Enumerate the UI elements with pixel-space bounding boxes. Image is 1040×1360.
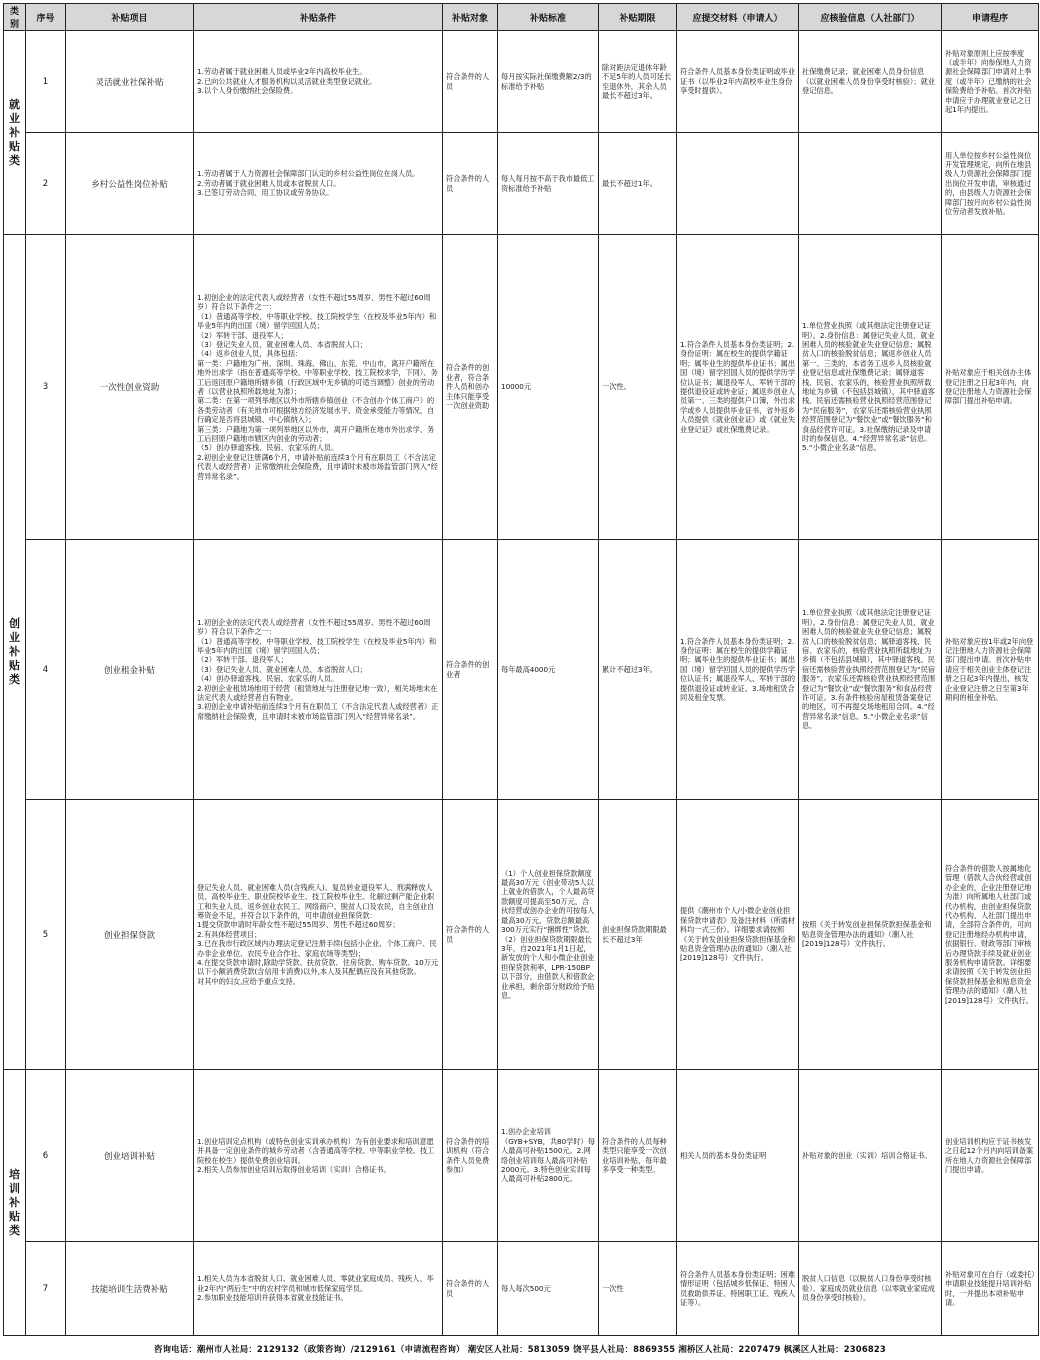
row-period: 创业担保贷款期限最长不超过3年 — [599, 800, 677, 1070]
row-period: 一次性。 — [599, 235, 677, 540]
row-procedure: 补贴对象可在自行（或委托）申请职业技能提升培训补贴时，一并提出本项补贴申请。 — [942, 1242, 1039, 1336]
row-index: 6 — [26, 1070, 66, 1242]
condition-line: 1.创业培训定点机构（或特色创业实训承办机构）为有创业要求和培训意愿并具备一定创业条件的城乡劳动者（含普通高等学校、中等职业学校、技工院校在校生）提供免费创业培训。 — [197, 1136, 435, 1165]
row-index: 5 — [26, 800, 66, 1070]
row-condition — [194, 1242, 443, 1336]
row-procedure: 符合条件的借款人按属地化管理（借款人合伙经营或创办企业的，企业注册登记地为准）向所属地人社部门或代办机构，由创业担保贷款代办机构、人社部门提出申请，全部符合条件的，可向登记注册地经办机构申请，依据银行、财政等部门审核后办理贷款手续及就业创业服务机构申请贷款。详细要求请按照《关于转发创业担保贷款担保基金和贴息资金管理办法的通知》（潮人社[2019]128号）文件执行。 — [942, 800, 1039, 1070]
header-item: 补贴项目 — [66, 4, 194, 31]
condition-line: 3.以个人身份缴纳社会保险费。 — [197, 86, 298, 96]
row-materials: 符合条件人员基本身份类证明；困难情形证明（包括城乡低保证、特困人员救助供养证、特困职工证、残疾人证等）。 — [677, 1242, 799, 1336]
condition-line: （1）普通高等学校、中等职业学校、技工院校学生（在校及毕业5年内）和毕业5年内的出国（境）留学回国人员； — [197, 311, 437, 331]
condition-line: 登记失业人员、就业困难人员(含残疾人)、复员转业退役军人、刑满释放人员、高校毕业生、职业院校毕业生、技工院校毕业生、化解过剩产能企业职工和失业人员、返乡创业农民工、网络商户、脱贫人口及农民，自主创业自筹资金不足，并符合以下条件的，可申请创业担保贷款： — [197, 882, 435, 920]
table-row — [4, 1070, 1039, 1242]
row-verify: 社保缴费记录；就业困难人员身份信息（以就业困难人员身份享受时核验）；就业登记信息。 — [799, 31, 942, 133]
table-row — [4, 133, 1039, 235]
header-condition: 补贴条件 — [194, 4, 443, 31]
row-target: 符合条件的人员 — [443, 133, 498, 235]
row-item: 一次性创业资助 — [66, 235, 194, 540]
row-procedure: 创业培训机构应于证书核发之日起12个月内向培训备案所在地人力资源社会保障部门提出申请。 — [942, 1070, 1039, 1242]
condition-line: 第二类：在第一项列举地区以外市所辖乡镇创业（不含创办个体工商户）的各类劳动者（有关地市可根据地方经济发展水平、资金承受能力等情况，自行确定是否将县城镇、中心镇纳入）； — [197, 396, 435, 425]
row-verify: 脱贫人口信息（以脱贫人口身份享受时核验）、家庭成员就业信息（以零就业家庭成员身份享受时核验）。 — [799, 1242, 942, 1336]
condition-line: 4.在提交贷款申请时,除助学贷款、扶贫贷款、住房贷款、购车贷款、10万元以下小额消费贷款(含信用卡消费)以外,本人及其配偶应没有其他贷款。 — [197, 958, 439, 977]
subsidy-table — [3, 3, 1039, 1336]
row-materials: 提供《潮州市个人/小微企业创业担保贷款申请表》及备注材料（所需材料均一式三份）。详细要求请按照《关于转发创业担保贷款担保基金和贴息资金管理办法的通知》（潮人社[2019]128号）文件执行。 — [677, 800, 799, 1070]
row-materials: 1.符合条件人员基本身份类证明；2.身份证明：属在校生的提供学籍证明；属毕业生的提供毕业证书；属出国（境）留学回国人员的提供学历学位认证书；属退役军人、军转干部的提供退役证或转业证；属返乡创业人员第一、三类的提供户口簿，外出求学或乡人员提供毕业证书，省外返乡人员提供《就业创业证》或《就业失业登记证》或社保缴费记录。 — [677, 235, 799, 540]
row-procedure: 补贴对象应于相关创办主体登记注册之日起3年内，向登记注册地人力资源社会保障部门提出补贴申请。 — [942, 235, 1039, 540]
row-period: 符合条件的人员每种类型只能享受一次创业培训补贴，每年最多享受一种类型。 — [599, 1070, 677, 1242]
table-row — [4, 235, 1039, 540]
condition-line: （2）军转干部、退役军人； — [197, 655, 288, 665]
row-index: 1 — [26, 31, 66, 133]
row-period: 累计不超过3年。 — [599, 540, 677, 800]
condition-line: 1.相关人员为本省脱贫人口、就业困难人员、零就业家庭成员、残疾人、毕业2年内“两后生”中的农村学员和城市低保家庭学员。 — [197, 1274, 434, 1293]
condition-line: 2.已向公共就业人才服务机构以灵活就业类型登记就业。 — [197, 76, 377, 86]
condition-line: 1.初创企业的法定代表人或经营者（女性不超过55周岁、男性不超过60周岁）符合以下条件之一： — [197, 292, 431, 312]
row-materials: 符合条件人员基本身份类证明或毕业证书（以毕业2年内高校毕业生身份享受时提供）。 — [677, 31, 799, 133]
contact-footer: 咨询电话：潮州市人社局：2129132（政策咨询）/2129161（申请流程咨询） 潮安区人社局：5813059 饶平县人社局：8869355 湘桥区人社局：2207479 枫溪区人社局：2306823 — [154, 1344, 886, 1354]
row-condition — [194, 1070, 443, 1242]
row-item: 创业担保贷款 — [66, 800, 194, 1070]
header-period: 补贴期限 — [599, 4, 677, 31]
condition-line: 对其中的妇女,应给予重点支持。 — [197, 976, 300, 986]
row-materials: 1.符合条件人员基本身份类证明；2.身份证明：属在校生的提供学籍证明；属毕业生的提供毕业证书；属出国（境）留学回国人员的提供学历学位认证书；属退役军人、军转干部的提供退役证或转业证。3.场地租赁合同及租金发票。 — [677, 540, 799, 800]
row-condition — [194, 31, 443, 133]
row-verify: 1.单位营业执照（或其他法定注册登记证明）。2.身份信息：属登记失业人员、就业困难人员的核验就业失业登记信息；属脱贫人口的核验脱贫信息；属返乡创业人员第一、三类的，本省务工返乡人员核验就业登记信息或社保缴费记录；属驿道客栈、民宿、农家乐的，核验营业执照所载地址为乡镇（不包括县城镇），其中驿道客栈、民宿还需核验营业执照经营范围登记为“民宿服务”，农家乐还需核验营业执照经营范围登记为“餐饮业”或“餐饮服务”和食品经营许可证。3.社保缴纳记录及申请时的参保信息。4.“经营异常名录”信息。5.“小微企业名录”信息。 — [799, 235, 942, 540]
row-period: 除对距法定退休年龄不足5年的人员可延长至退休外，其余人员最长不超过3年。 — [599, 31, 677, 133]
row-standard: 每月按实际社保缴费额2/3的标准给予补贴 — [498, 31, 599, 133]
condition-line: 2.参加职业技能培训并获得本省就业技能证书。 — [197, 1293, 348, 1303]
row-standard: 1.创办企业培训（GYB+SYB，共80学时）每人最高可补贴1500元。2.网络创业培训每人最高可补贴2000元。3.特色创业实训每人最高可补贴2800元。 — [498, 1070, 599, 1242]
header-category: 类别 — [4, 4, 26, 31]
row-index: 4 — [26, 540, 66, 800]
condition-line: 1.劳动者属于就业困难人员或毕业2年内高校毕业生。 — [197, 67, 367, 77]
row-index: 3 — [26, 235, 66, 540]
condition-line: 2.有具体经营项目； — [197, 929, 262, 939]
header-index: 序号 — [26, 4, 66, 31]
row-standard: （1）个人创业担保贷款额度最高30万元（创业带动5人以上就业的借款人，个人最高贷款额度可提高至50万元，合伙经营或创办企业的可按每人最高30万元、贷款总额最高300万元实行“捆绑性”贷款。（2）创业担保贷款期限最长3年，自2021年1月1日起，新发放的个人和小微企业创业担保贷款利率，LPR-150BP以下部分，由借款人和借款企业承担，剩余部分财政给予贴息。 — [498, 800, 599, 1070]
condition-line: （3）登记失业人员、就业困难人员、本省脱贫人口； — [197, 664, 367, 674]
header-materials: 应提交材料（申请人） — [677, 4, 799, 31]
row-standard: 10000元 — [498, 235, 599, 540]
category-startup: 创业补贴类 — [4, 235, 26, 1070]
row-item: 灵活就业社保补贴 — [66, 31, 194, 133]
condition-line: （1）普通高等学校、中等职业学校、技工院校学生（在校及毕业5年内）和毕业5年内的出国（境）留学回国人员； — [197, 636, 437, 655]
row-condition — [194, 800, 443, 1070]
row-verify — [799, 133, 942, 235]
condition-line: 1.初创企业的法定代表人或经营者（女性不超过55周岁、男性不超过60周岁）符合以下条件之一： — [197, 617, 431, 637]
row-period: 一次性 — [599, 1242, 677, 1336]
condition-line: 3.已签订劳动合同、用工协议或劳务协议。 — [197, 188, 334, 198]
condition-line: （4）返乡创业人员，具体包括： — [197, 349, 303, 359]
header-procedure: 申请程序 — [942, 4, 1039, 31]
condition-line: 1.劳动者属于人力资源社会保障部门认定的乡村公益性岗位在岗人员。 — [197, 169, 420, 179]
condition-line: 2.初创企业租赁场地用于经营（租赁地址与注册登记地一致），相关场地未在法定代表人或经营者自有物业。 — [197, 683, 438, 703]
table-row — [4, 1242, 1039, 1336]
row-procedure: 用人单位按乡村公益性岗位开发管理规定，向所在地县级人力资源社会保障部门提出岗位开发申请，审核通过的，由县级人力资源社会保障部门按月向乡村公益性岗位劳动者发放补贴。 — [942, 133, 1039, 235]
condition-line: 第一类：户籍地为广州、深圳、珠海、佛山、东莞、中山市，离开户籍所在地外出求学（指在普通高等学校、中等职业学校、技工院校求学，下同）、务工后返回原户籍地所辖乡镇（行政区域中无乡镇的可适当调整）创业的劳动者（以营业执照所载地址为准）； — [197, 358, 438, 396]
row-verify: 1.单位营业执照（或其他法定注册登记证明）。2.身份信息：属登记失业人员、就业困难人员的核验就业失业登记信息；属脱贫人口的核验脱贫信息；属驿道客栈、民宿、农家乐的，核验营业执照所载地址为乡镇（不包括县城镇），其中驿道客栈、民宿还需核验营业执照经营范围登记为“民宿服务”，农家乐还需核验营业执照经营范围登记为“餐饮业”或“餐饮服务”和食品经营许可证。3.有条件核验房屋租赁备案登记的地区，可不再提交场地租用合同。4.“经营异常名录”信息。5.“小微企业名录”信息。 — [799, 540, 942, 800]
table-row — [4, 540, 1039, 800]
condition-line: 3.初创企业申请补贴前连续3个月有在职员工（不含法定代表人或经营者）正常缴纳社会保险费，且申请时未被市场监管部门列入“经营异常名录”。 — [197, 702, 439, 721]
row-verify: 补贴对象的创业（实训）培训合格证书。 — [799, 1070, 942, 1242]
header-row — [4, 4, 1039, 31]
row-target: 符合条件的培训机构（符合条件人员免费参加） — [443, 1070, 498, 1242]
row-item: 乡村公益性岗位补贴 — [66, 133, 194, 235]
row-target: 符合条件的创业者 — [443, 540, 498, 800]
row-materials — [677, 133, 799, 235]
row-item: 创业培训补贴 — [66, 1070, 194, 1242]
table-row — [4, 31, 1039, 133]
row-target: 符合条件的创业者，符合条件人员和创办主体只能享受一次创业资助 — [443, 235, 498, 540]
condition-line: 3.已在我市行政区域内办理法定登记注册手续(包括小企业、个体工商户、民办非企业单位、农民专业合作社、家庭农场等类型)； — [197, 939, 437, 958]
row-index: 2 — [26, 133, 66, 235]
row-standard: 每人每次500元 — [498, 1242, 599, 1336]
row-target: 符合条件的人员 — [443, 800, 498, 1070]
row-materials: 相关人员的基本身份类证明 — [677, 1070, 799, 1242]
row-procedure: 补贴对象应按1年或2年向登记注册地人力资源社会保障部门提出申请。首次补贴申请应于相关创业主体登记注册之日起3年内提出，核发企业登记注册之日至第3年期间的租金补贴。 — [942, 540, 1039, 800]
row-index: 7 — [26, 1242, 66, 1336]
condition-line: 2.相关人员参加创业培训后取得创业培训（实训）合格证书。 — [197, 1164, 391, 1174]
condition-line: （2）军转干部、退役军人； — [197, 330, 288, 340]
condition-line: 2.劳动者属于就业困难人员或本省脱贫人口。 — [197, 178, 341, 188]
row-condition — [194, 133, 443, 235]
row-standard: 每人每月按不高于我市最低工资标准给予补贴 — [498, 133, 599, 235]
category-training: 培训补贴类 — [4, 1070, 26, 1336]
row-condition — [194, 235, 443, 540]
header-verify: 应核验信息（人社部门） — [799, 4, 942, 31]
row-item: 技能培训生活费补贴 — [66, 1242, 194, 1336]
row-item: 创业租金补贴 — [66, 540, 194, 800]
row-period: 最长不超过1年。 — [599, 133, 677, 235]
condition-line: （5）创办驿道客栈、民宿、农家乐的人员。 — [197, 443, 339, 453]
table-row — [4, 800, 1039, 1070]
row-standard: 每年最高4000元 — [498, 540, 599, 800]
category-employment: 就业补贴类 — [4, 31, 26, 235]
condition-line: （3）登记失业人员、就业困难人员、本省脱贫人口； — [197, 339, 367, 349]
row-procedure: 补贴对象原则上应按季度（或半年）向参保地人力资源社会保障部门申请对上季度（或半年）已缴纳的社会保险费给予补贴。首次补贴申请应于办理就业登记之日起1年内提出。 — [942, 31, 1039, 133]
header-target: 补贴对象 — [443, 4, 498, 31]
header-standard: 补贴标准 — [498, 4, 599, 31]
row-target: 符合条件的人员 — [443, 31, 498, 133]
condition-line: 1提交贷款申请时年龄女性不超过55周岁、男性不超过60周岁； — [197, 920, 400, 930]
condition-line: 第三类：户籍地为第一项列举地区以外市，离开户籍所在地市外出求学、务工后回原户籍地市辖区内创业的劳动者； — [197, 424, 435, 444]
row-condition — [194, 540, 443, 800]
condition-line: （4）创办驿道客栈、民宿、农家乐的人员。 — [197, 674, 339, 684]
condition-line: 2.初创企业登记注册满6个月，申请补贴前连续3个月有在职员工（不含法定代表人或经营者）正常缴纳社会保险费，且申请时未被市场监管部门列入“经营异常名录”。 — [197, 452, 438, 481]
row-target: 符合条件的人员 — [443, 1242, 498, 1336]
row-verify: 按照《关于转发创业担保贷款担保基金和贴息资金管理办法的通知》（潮人社[2019]128号）文件执行。 — [799, 800, 942, 1070]
